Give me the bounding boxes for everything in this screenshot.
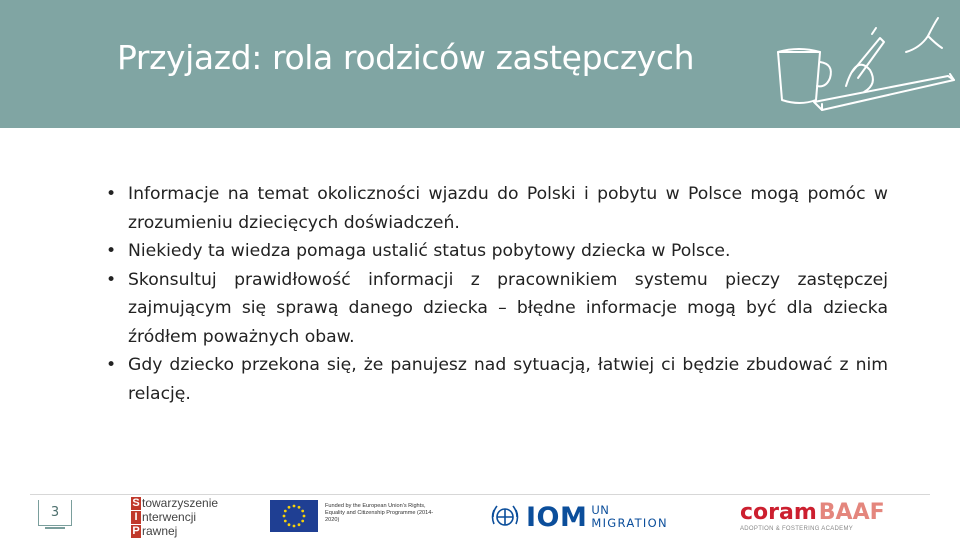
bullet-marker: • (106, 241, 117, 261)
bullet-marker: • (106, 355, 117, 375)
list-item (106, 180, 888, 237)
sip-word: towarzyszenie (142, 496, 219, 510)
corambaaf-logo (740, 501, 890, 537)
coram-wordmark: coram (740, 500, 817, 525)
sip-letter: P (132, 524, 140, 537)
iom-un-text: UN (591, 503, 610, 517)
bullet-marker: • (106, 184, 117, 204)
page-number-underline (45, 527, 65, 529)
page-number: 3 (38, 500, 72, 526)
sip-letter: I (131, 511, 141, 524)
list-item (106, 266, 888, 352)
iom-logo (490, 502, 668, 532)
sip-word: nterwencji (142, 510, 197, 524)
bullet-text: Skonsultuj prawidłowość informacji z pracownikiem systemu pieczy zastępczej zajmującym się sprawą danego dziecka – błędne informacje mogą być dla dziecka źródłem poważnych obaw. (128, 269, 888, 347)
notebook-and-cup-illustration (760, 14, 960, 124)
bullet-list (106, 180, 888, 408)
iom-migration-text: MIGRATION (591, 516, 668, 530)
bullet-text: Gdy dziecko przekona się, że panujesz nad sytuacją, łatwiej ci będzie zbudować z nim relację. (128, 355, 888, 404)
eu-funding-text: Funded by the European Union's Rights, Equality and Citizenship Programme (2014-2020) (325, 503, 434, 523)
sip-logo (131, 496, 231, 540)
list-item (106, 351, 888, 408)
coram-tagline: ADOPTION & FOSTERING ACADEMY (740, 526, 854, 532)
iom-wordmark: IOM (526, 501, 588, 533)
eu-flag-icon (270, 500, 318, 532)
baaf-wordmark: BAAF (818, 500, 885, 525)
sip-letter: S (132, 496, 140, 509)
sip-word: rawnej (142, 524, 178, 538)
footer-divider (30, 494, 930, 495)
bullet-marker: • (106, 269, 117, 290)
slide-title: Przyjazd: rola rodziców zastępczych (117, 38, 695, 77)
bullet-text: Informacje na temat okoliczności wjazdu do Polski i pobytu w Polsce mogą pomóc w zrozumieniu dziecięcych doświadczeń. (128, 184, 888, 233)
un-emblem-icon (490, 502, 520, 532)
bullet-text: Niekiedy ta wiedza pomaga ustalić status pobytowy dziecka w Polsce. (128, 241, 731, 261)
title-banner (0, 0, 960, 128)
list-item (106, 237, 888, 266)
